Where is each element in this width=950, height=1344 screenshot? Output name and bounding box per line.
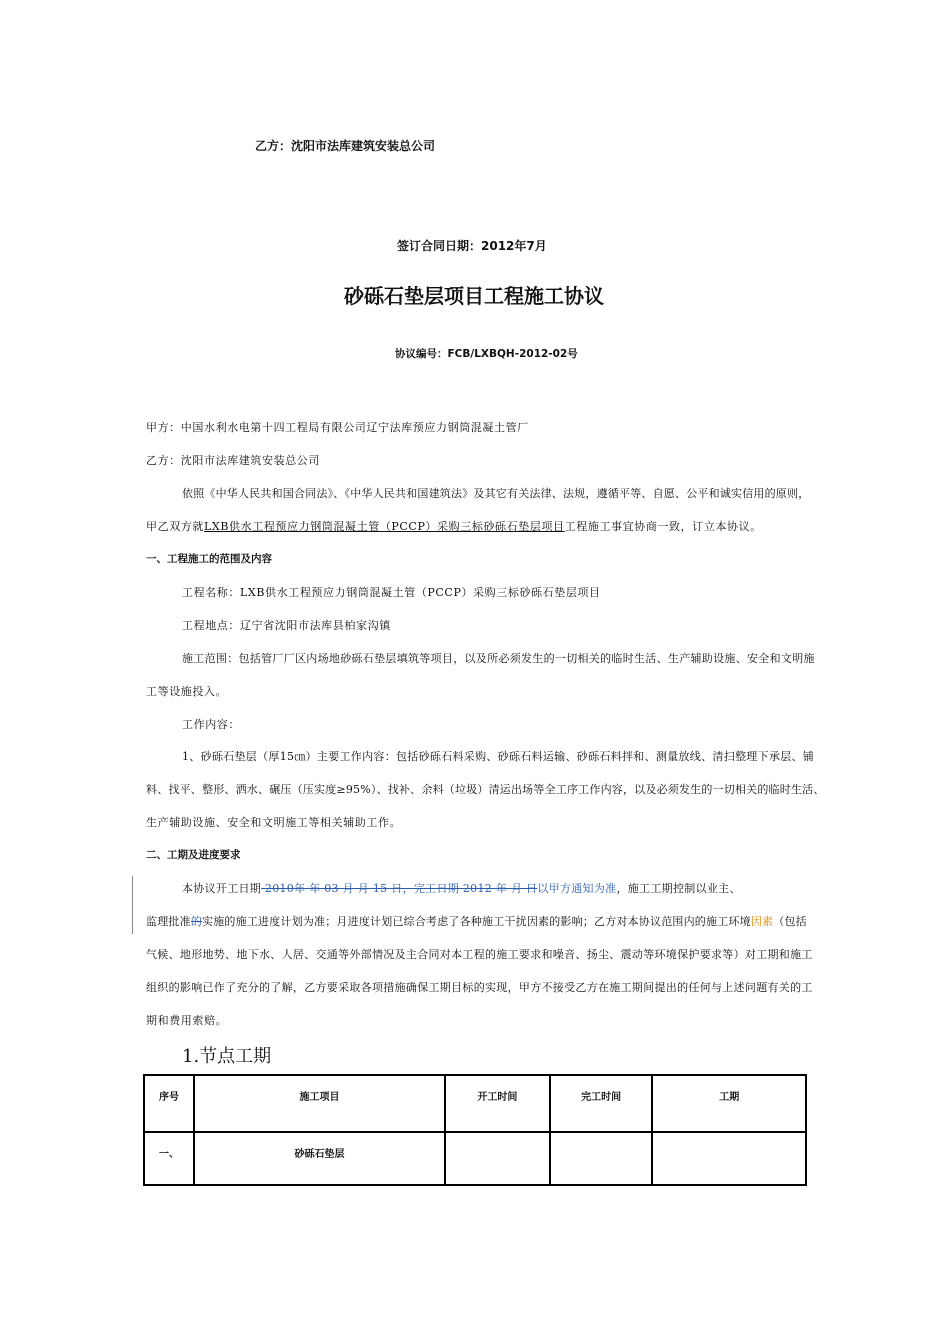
intro-line-1: 依照《中华人民共和国合同法》、《中华人民共和国建筑法》及其它有关法律、法规，遵循平等、自愿、公平和诚实信用的原则， (182, 487, 810, 500)
schedule-line-5: 期和费用索赔。 (146, 1014, 228, 1027)
struck-dates: 2010年 年 03 月 月 15 日，完工日期 2012 年 月 日 (261, 882, 538, 895)
page-title: 砂砾石垫层项目工程施工协议 (344, 284, 604, 308)
table-cell: 砂砾石垫层 (194, 1132, 445, 1185)
table-header-cell: 施工项目 (194, 1075, 445, 1132)
inserted-text: 以甲方通知为准 (537, 882, 617, 895)
schedule-line-1-post: ，施工工期控制以业主、 (616, 882, 741, 895)
header-party-b: 乙方：沈阳市法库建筑安装总公司 (255, 139, 436, 153)
table-cell (652, 1132, 806, 1185)
schedule-line-2-pre: 监理批准 (146, 915, 191, 928)
sign-date: 签订合同日期：2012年7月 (397, 239, 547, 253)
table-cell (550, 1132, 653, 1185)
section-1-heading: 一、工程施工的范围及内容 (146, 553, 272, 565)
revision-bar (132, 876, 133, 934)
schedule-line-1-pre: 本协议开工日期 (182, 882, 262, 895)
schedule-line-2 (146, 913, 807, 929)
work-item-1-line-1: 1、砂砾石垫层（厚15㎝）主要工作内容：包括砂砾石料采购、砂砾石料运输、砂砾石料拌和、测量放线、清扫整理下承层、铺 (182, 750, 815, 763)
project-location: 工程地点：辽宁省沈阳市法库县柏家沟镇 (182, 619, 391, 632)
table-cell (445, 1132, 550, 1185)
work-content-label: 工作内容： (182, 718, 240, 731)
work-item-1-line-2: 料、找平、整形、洒水、碾压（压实度≥95%）、找补、余料（垃圾）清运出场等全工序工作内容，以及必须发生的一切相关的临时生活、 (146, 783, 825, 796)
intro-line-2-pre: 甲乙双方就 (146, 520, 204, 533)
scope-line-2: 工等设施投入。 (146, 685, 228, 698)
party-a-line: 甲方：中国水利水电第十四工程局有限公司辽宁法库预应力钢筒混凝土管厂 (146, 421, 529, 434)
schedule-line-2-post-2: （包括 (773, 915, 807, 928)
party-b-line: 乙方：沈阳市法库建筑安装总公司 (146, 454, 320, 467)
highlighted-word: 因素 (750, 915, 774, 928)
table-header-cell: 序号 (144, 1075, 194, 1132)
table-cell: 一、 (144, 1132, 194, 1185)
project-name-underlined: LXB供水工程预应力钢筒混凝土管（PCCP）采购三标砂砾石垫层项目 (204, 520, 565, 533)
table-header-cell: 开工时间 (445, 1075, 550, 1132)
agreement-number: 协议编号：FCB/LXBQH-2012-02号 (395, 348, 578, 360)
scope-line-1: 施工范围：包括管厂厂区内场地砂砾石垫层填筑等项目，以及所必须发生的一切相关的临时生活、生产辅助设施、安全和文明施 (182, 652, 815, 665)
intro-line-2-post: 工程施工事宜协商一致，订立本协议。 (564, 520, 762, 533)
schedule-line-2-post-1: 实施的施工进度计划为准；月进度计划已综合考虑了各种施工干扰因素的影响；乙方对本协议范围内的施工环境 (202, 915, 751, 928)
table-header-row (144, 1075, 806, 1132)
schedule-line-3: 气候、地形地势、地下水、人居、交通等外部情况及主合同对本工程的施工要求和噪音、扬尘、震动等环境保护要求等）对工期和施工 (146, 948, 813, 961)
schedule-line-4: 组织的影响已作了充分的了解，乙方要采取各项措施确保工期目标的实现，甲方不接受乙方在施工期间提出的任何与上述问题有关的工 (146, 981, 813, 994)
section-2-heading: 二、工期及进度要求 (146, 849, 241, 861)
node-schedule-heading: 1.节点工期 (182, 1046, 272, 1067)
project-name: 工程名称：LXB供水工程预应力钢筒混凝土管（PCCP）采购三标砂砾石垫层项目 (182, 586, 601, 599)
table-header-cell: 完工时间 (550, 1075, 653, 1132)
node-schedule-table (143, 1074, 807, 1186)
struck-char: 的 (190, 915, 203, 928)
intro-line-2 (146, 518, 762, 534)
table-header-cell: 工期 (652, 1075, 806, 1132)
table-row (144, 1132, 806, 1185)
schedule-line-1 (182, 880, 741, 896)
work-item-1-line-3: 生产辅助设施、安全和文明施工等相关辅助工作。 (146, 816, 402, 829)
